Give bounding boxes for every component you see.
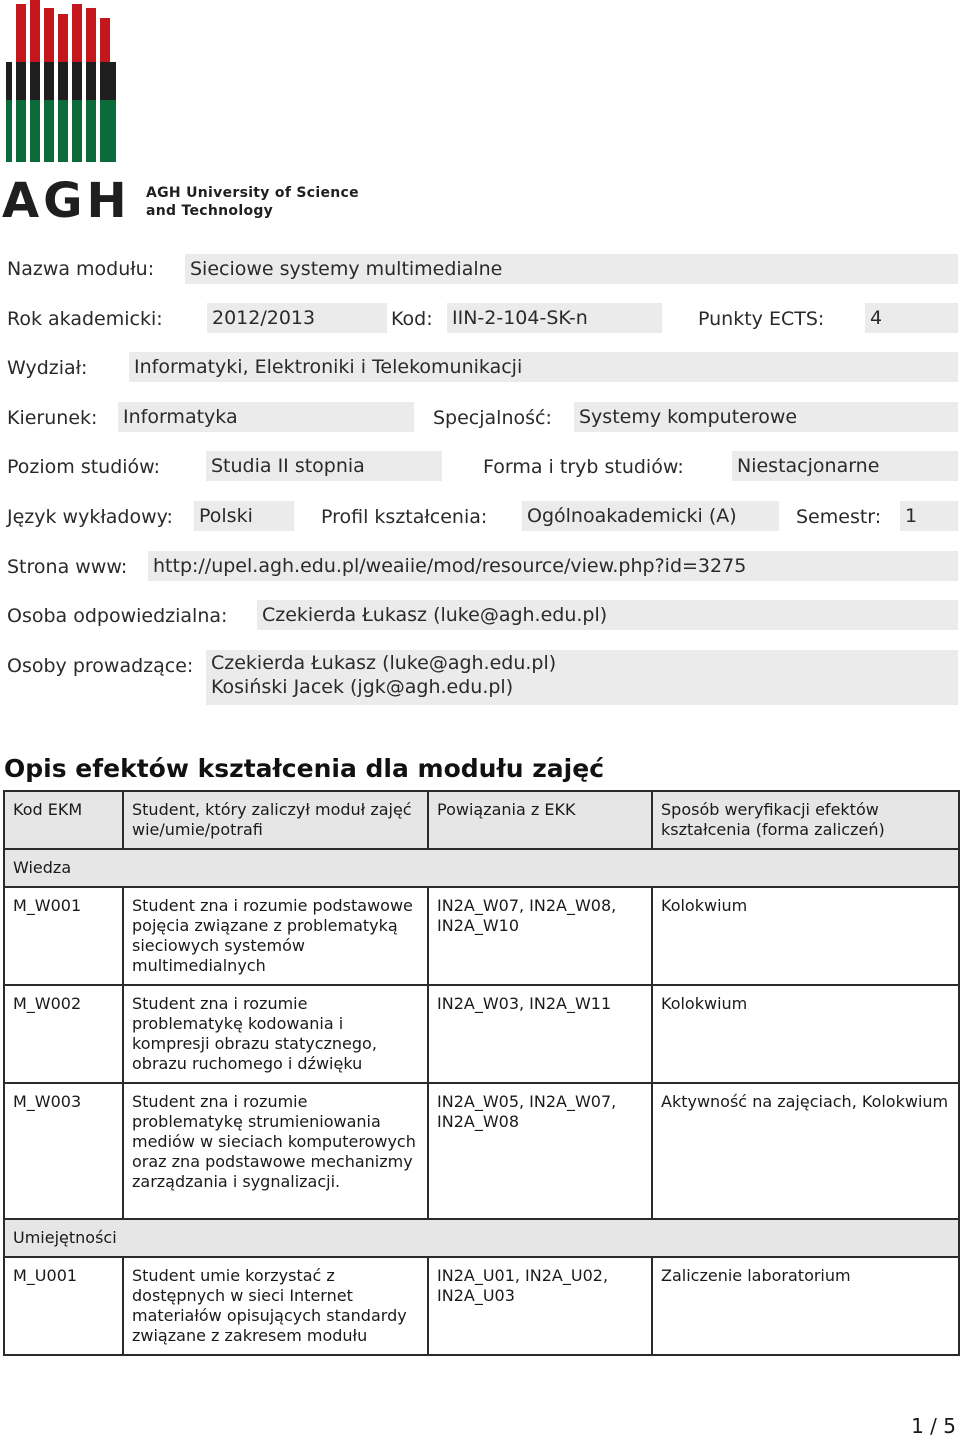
profile-value: Ogólnoakademicki (A) bbox=[522, 501, 779, 531]
table-row bbox=[4, 1257, 959, 1355]
cell-outcome: Student zna i rozumie podstawowe pojęcia związane z problematyką sieciowych systemów multimedialnych bbox=[123, 887, 428, 985]
table-row bbox=[4, 985, 959, 1083]
cell-outcome: Student zna i rozumie problematykę strumieniowania mediów w sieciach komputerowych oraz zna podstawowe mechanizmy zarządzania i sygnalizacji. bbox=[123, 1083, 428, 1219]
cell-links: IN2A_U01, IN2A_U02, IN2A_U03 bbox=[428, 1257, 652, 1355]
table-row bbox=[4, 887, 959, 985]
teachers-label: Osoby prowadzące: bbox=[7, 655, 194, 677]
header-links: Powiązania z EKK bbox=[428, 791, 652, 849]
cell-links: IN2A_W05, IN2A_W07, IN2A_W08 bbox=[428, 1083, 652, 1219]
section-title: Opis efektów kształcenia dla modułu zajęć bbox=[4, 754, 605, 783]
cell-links: IN2A_W07, IN2A_W08, IN2A_W10 bbox=[428, 887, 652, 985]
teacher-2: Kosiński Jacek (jgk@agh.edu.pl) bbox=[211, 676, 514, 698]
table-row bbox=[4, 1083, 959, 1219]
header-code: Kod EKM bbox=[4, 791, 123, 849]
university-name bbox=[146, 184, 359, 220]
university-line-2: and Technology bbox=[146, 203, 274, 219]
logo-stripes bbox=[6, 0, 116, 162]
code-value: IIN-2-104-SK-n bbox=[447, 303, 662, 333]
specialty-value: Systemy komputerowe bbox=[574, 402, 958, 432]
level-value: Studia II stopnia bbox=[206, 451, 442, 481]
cell-code: M_W002 bbox=[4, 985, 123, 1083]
level-label: Poziom studiów: bbox=[7, 456, 161, 478]
mode-label: Forma i tryb studiów: bbox=[483, 456, 684, 478]
teacher-1: Czekierda Łukasz (luke@agh.edu.pl) bbox=[211, 652, 557, 674]
header-verification: Sposób weryfikacji efektów kształcenia (forma zaliczeń) bbox=[652, 791, 959, 849]
page-number: 1 / 5 bbox=[911, 1414, 956, 1438]
module-name-label: Nazwa modułu: bbox=[7, 258, 155, 280]
cell-verification: Aktywność na zajęciach, Kolokwium bbox=[652, 1083, 959, 1219]
cell-verification: Kolokwium bbox=[652, 887, 959, 985]
ects-value: 4 bbox=[865, 303, 958, 333]
academic-year-value: 2012/2013 bbox=[207, 303, 387, 333]
logo-text: AGH bbox=[2, 173, 131, 225]
category-label: Umiejętności bbox=[4, 1219, 959, 1257]
table-header-row bbox=[4, 791, 959, 849]
cell-code: M_W001 bbox=[4, 887, 123, 985]
cell-verification: Zaliczenie laboratorium bbox=[652, 1257, 959, 1355]
semester-label: Semestr: bbox=[796, 506, 882, 528]
header-outcome: Student, który zaliczył moduł zajęć wie/umie/potrafi bbox=[123, 791, 428, 849]
field-value: Informatyka bbox=[118, 402, 414, 432]
category-row-skills bbox=[4, 1219, 959, 1257]
teachers-value bbox=[206, 650, 958, 705]
category-label: Wiedza bbox=[4, 849, 959, 887]
category-row-knowledge bbox=[4, 849, 959, 887]
specialty-label: Specjalność: bbox=[433, 407, 552, 429]
code-label: Kod: bbox=[391, 308, 433, 330]
language-label: Język wykładowy: bbox=[7, 506, 173, 528]
cell-outcome: Student umie korzystać z dostępnych w sieci Internet materiałów opisujących standardy związane z zakresem modułu bbox=[123, 1257, 428, 1355]
cell-code: M_U001 bbox=[4, 1257, 123, 1355]
faculty-label: Wydział: bbox=[7, 357, 88, 379]
semester-value: 1 bbox=[900, 501, 958, 531]
responsible-label: Osoba odpowiedzialna: bbox=[7, 605, 228, 627]
language-value: Polski bbox=[194, 501, 294, 531]
mode-value: Niestacjonarne bbox=[732, 451, 958, 481]
profile-label: Profil kształcenia: bbox=[321, 506, 488, 528]
cell-code: M_W003 bbox=[4, 1083, 123, 1219]
faculty-value: Informatyki, Elektroniki i Telekomunikacji bbox=[129, 352, 958, 382]
cell-outcome: Student zna i rozumie problematykę kodowania i kompresji obrazu statycznego, obrazu ruchomego i dźwięku bbox=[123, 985, 428, 1083]
website-label: Strona www: bbox=[7, 556, 128, 578]
academic-year-label: Rok akademicki: bbox=[7, 308, 163, 330]
responsible-value: Czekierda Łukasz (luke@agh.edu.pl) bbox=[257, 600, 958, 630]
module-name-value: Sieciowe systemy multimedialne bbox=[185, 254, 958, 284]
website-value[interactable]: http://upel.agh.edu.pl/weaiie/mod/resource/view.php?id=3275 bbox=[148, 551, 958, 581]
cell-verification: Kolokwium bbox=[652, 985, 959, 1083]
ects-label: Punkty ECTS: bbox=[698, 308, 825, 330]
university-line-1: AGH University of Science bbox=[146, 185, 359, 201]
field-label: Kierunek: bbox=[7, 407, 98, 429]
learning-outcomes-table bbox=[3, 790, 960, 1356]
cell-links: IN2A_W03, IN2A_W11 bbox=[428, 985, 652, 1083]
